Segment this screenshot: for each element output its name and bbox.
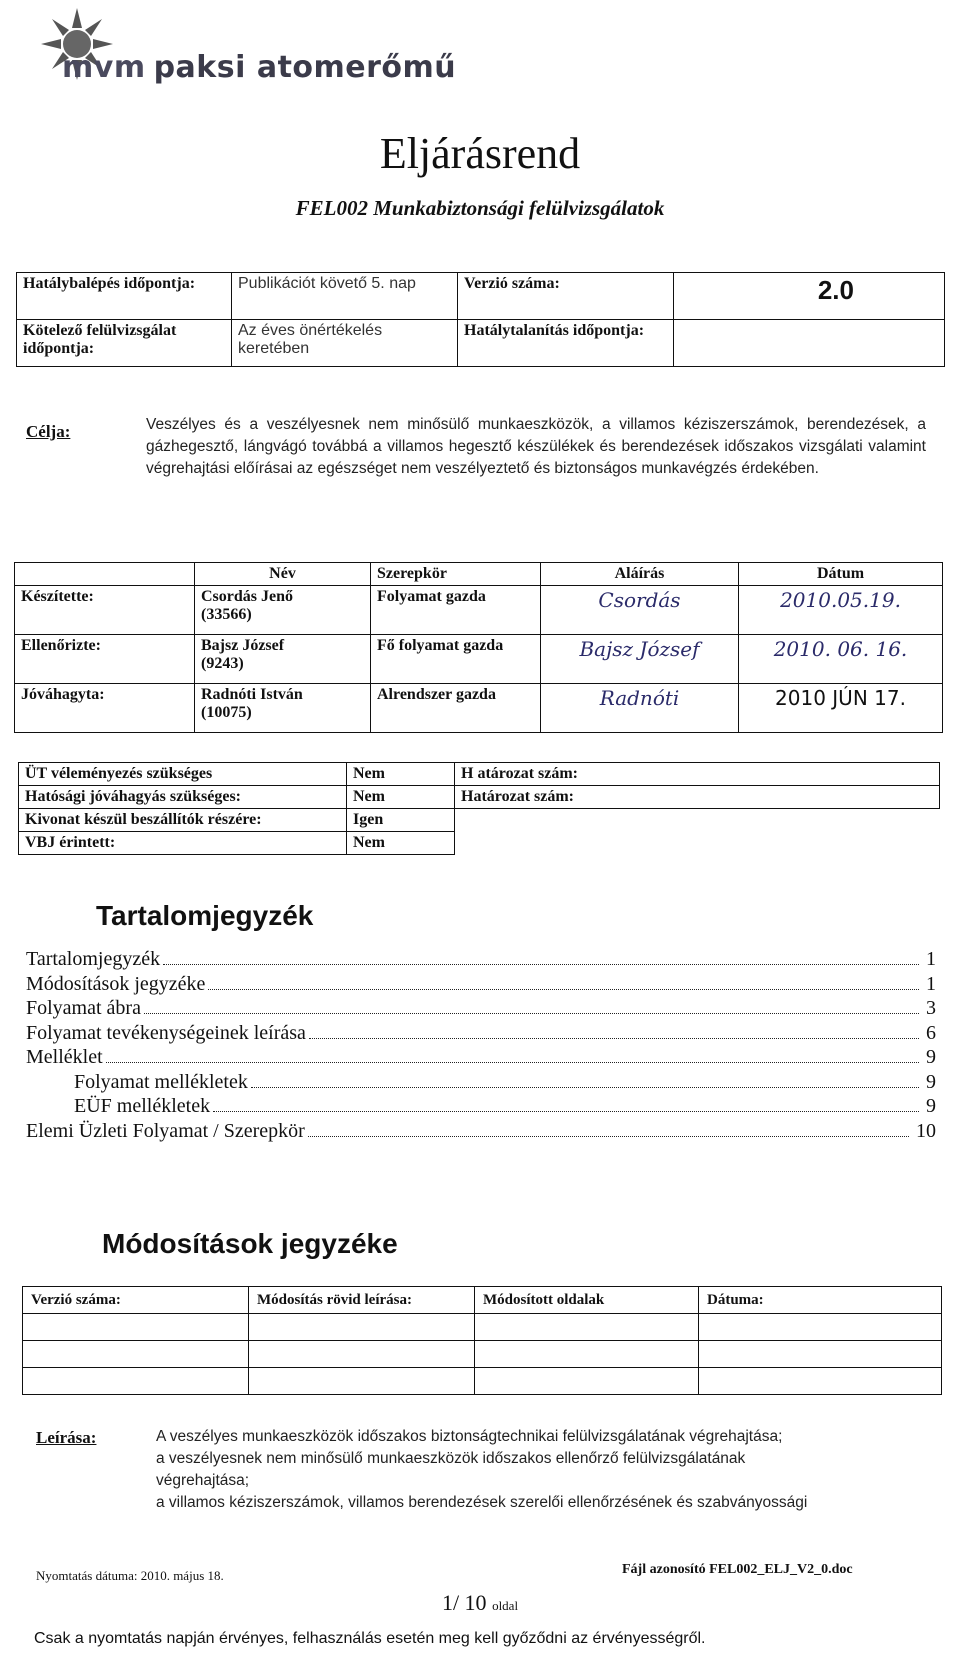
toc-item-page: 1 <box>926 972 936 995</box>
invalidation-value <box>674 320 945 367</box>
person-id: (33566) <box>201 606 252 623</box>
description-text <box>156 1426 926 1514</box>
flags-table <box>18 762 940 855</box>
toc-leader <box>251 1087 919 1088</box>
approval-header-empty <box>15 563 195 586</box>
table-of-contents <box>26 948 936 1144</box>
logo-wordmark <box>62 50 456 85</box>
toc-item-page: 9 <box>926 1095 936 1117</box>
mod-cell <box>249 1341 475 1368</box>
person-name: Radnóti István <box>201 686 303 703</box>
approved-by-label: Jóváhagyta: <box>15 684 195 733</box>
file-id: Fájl azonosító FEL002_ELJ_V2_0.doc <box>622 1562 853 1577</box>
mod-header-description: Módosítás rövid leírása: <box>249 1287 475 1314</box>
toc-item-label: Folyamat mellékletek <box>74 1070 248 1093</box>
flag-value: Nem <box>347 786 455 809</box>
toc-item-label: Folyamat ábra <box>26 997 141 1019</box>
mod-cell <box>23 1368 249 1395</box>
toc-leader <box>309 1038 919 1039</box>
flag-value: Igen <box>347 809 455 832</box>
toc-item[interactable] <box>26 1120 936 1145</box>
toc-item-label: Folyamat tevékenységeinek leírása <box>26 1021 306 1044</box>
person-name: Csordás Jenő <box>201 588 294 605</box>
toc-item-label: Elemi Üzleti Folyamat / Szerepkör <box>26 1119 305 1142</box>
prepared-by-name <box>195 586 371 635</box>
document-subtitle: FEL002 Munkabiztonsági felülvizsgálatok <box>295 196 665 220</box>
approved-by-name <box>195 684 371 733</box>
modifications-table <box>22 1286 942 1395</box>
toc-item[interactable] <box>26 1022 936 1047</box>
flag-value: Nem <box>347 832 455 855</box>
person-name: Bajsz József <box>201 637 285 654</box>
mod-cell <box>475 1368 699 1395</box>
toc-item-page: 1 <box>926 948 936 970</box>
prepared-by-date: 2010.05.19. <box>739 586 943 635</box>
review-label: Kötelező felülvizsgálat időpontja: <box>17 320 232 367</box>
description-line: A veszélyes munkaeszközök időszakos biztonságtechnikai felülvizsgálatának végrehajtása; <box>156 1428 783 1445</box>
flag-extra <box>455 809 940 832</box>
person-id: (10075) <box>201 704 252 721</box>
company-name: paksi atomerőmű <box>153 50 457 85</box>
checked-by-signature: Bajsz József <box>541 635 739 684</box>
page-count: 1/ 10 <box>441 1590 487 1615</box>
mod-cell <box>699 1314 942 1341</box>
toc-item-page: 6 <box>926 1021 936 1044</box>
mod-header-date: Dátuma: <box>699 1287 942 1314</box>
description-label: Leírása: <box>36 1428 97 1447</box>
validity-notice: Csak a nyomtatás napján érvényes, felhasználás esetén meg kell győződni az érvényességről. <box>34 1630 706 1647</box>
page-suffix: oldal <box>492 1598 519 1613</box>
document-title: Eljárásrend <box>379 129 581 178</box>
mod-cell <box>23 1341 249 1368</box>
toc-leader <box>213 1111 919 1112</box>
description-line: végrehajtása; <box>156 1472 250 1489</box>
page-number <box>0 1590 960 1616</box>
flag-value: Nem <box>347 763 455 786</box>
approved-by-signature: Radnóti <box>541 684 739 733</box>
review-value: Az éves önértékelés keretében <box>232 320 458 367</box>
toc-item-label: Tartalomjegyzék <box>26 948 161 970</box>
toc-item-page: 9 <box>926 1046 936 1068</box>
approval-header-signature: Aláírás <box>541 563 739 586</box>
purpose-label: Célja: <box>26 422 71 441</box>
print-date: Nyomtatás dátuma: 2010. május 18. <box>36 1568 224 1583</box>
effective-label: Hatálybalépés időpontja: <box>17 273 232 320</box>
prepared-by-role: Folyamat gazda <box>371 586 541 635</box>
effective-value: Publikációt követő 5. nap <box>232 273 458 320</box>
invalidation-label: Hatálytalanítás időpontja: <box>458 320 674 367</box>
mod-header-pages: Módosított oldalak <box>475 1287 699 1314</box>
version-value: 2.0 <box>674 273 945 320</box>
flag-label: Kivonat készül beszállítók részére: <box>19 809 347 832</box>
toc-item[interactable] <box>26 948 936 973</box>
toc-item-page: 3 <box>926 997 936 1019</box>
toc-item-page: 9 <box>926 1070 936 1093</box>
logo-mvm: mvm <box>62 50 146 85</box>
mod-cell <box>249 1314 475 1341</box>
mod-cell <box>699 1368 942 1395</box>
mod-cell <box>475 1341 699 1368</box>
mod-cell <box>475 1314 699 1341</box>
checked-by-label: Ellenőrizte: <box>15 635 195 684</box>
description-line: a veszélyesnek nem minősülő munkaeszközök időszakos ellenőrző felülvizsgálatának <box>156 1450 746 1467</box>
toc-item[interactable] <box>26 1046 936 1071</box>
toc-item-page: 10 <box>916 1119 936 1142</box>
toc-item[interactable] <box>26 1071 936 1096</box>
approved-by-role: Alrendszer gazda <box>371 684 541 733</box>
toc-leader <box>208 989 919 990</box>
flag-label: ÜT véleményezés szükséges <box>19 763 347 786</box>
approval-header-role: Szerepkör <box>371 563 541 586</box>
mod-cell <box>249 1368 475 1395</box>
mod-header-version: Verzió száma: <box>23 1287 249 1314</box>
flag-label: VBJ érintett: <box>19 832 347 855</box>
flag-extra <box>455 832 940 855</box>
checked-by-date: 2010. 06. 16. <box>739 635 943 684</box>
approved-by-date-stamp: 2010 JÚN 17. <box>739 684 943 733</box>
person-id: (9243) <box>201 655 244 672</box>
checked-by-name <box>195 635 371 684</box>
toc-item-label: Módosítások jegyzéke <box>26 972 206 995</box>
approval-header-name: Név <box>195 563 371 586</box>
toc-leader <box>144 1013 919 1014</box>
mod-cell <box>23 1314 249 1341</box>
approval-table <box>14 562 943 733</box>
flag-extra: Határozat szám: <box>455 786 940 809</box>
toc-item[interactable] <box>26 997 936 1022</box>
toc-item-label: EÜF mellékletek <box>74 1095 211 1117</box>
toc-leader <box>308 1136 909 1137</box>
toc-item[interactable] <box>26 973 936 998</box>
approval-header-date: Dátum <box>739 563 943 586</box>
flag-extra: H atározat szám: <box>455 763 940 786</box>
prepared-by-signature: Csordás <box>541 586 739 635</box>
toc-leader <box>163 964 919 965</box>
flag-label: Hatósági jóváhagyás szükséges: <box>19 786 347 809</box>
toc-leader <box>106 1062 919 1063</box>
toc-item[interactable] <box>26 1095 936 1120</box>
toc-item-label: Melléklet <box>26 1046 103 1068</box>
info-table <box>16 272 945 367</box>
toc-heading: Tartalomjegyzék <box>96 900 314 931</box>
modifications-heading: Módosítások jegyzéke <box>102 1228 398 1259</box>
description-line: a villamos kéziszerszámok, villamos berendezések szerelői ellenőrzésének és szabványossági <box>156 1494 808 1511</box>
purpose-text: Veszélyes és a veszélyesnek nem minősülő munkaeszközök, a villamos kéziszerszámok, berendezések, a gázhegesztő, lángvágó továbbá a villamos hegesztő készülékek és berendezések időszakos vizsgálati valamint végrehajtási előírásai az egészséget nem veszélyeztető és biztonságos munkavégzés érdekében. <box>146 416 926 477</box>
checked-by-role: Fő folyamat gazda <box>371 635 541 684</box>
prepared-by-label: Készítette: <box>15 586 195 635</box>
mod-cell <box>699 1341 942 1368</box>
version-label: Verzió száma: <box>458 273 674 320</box>
